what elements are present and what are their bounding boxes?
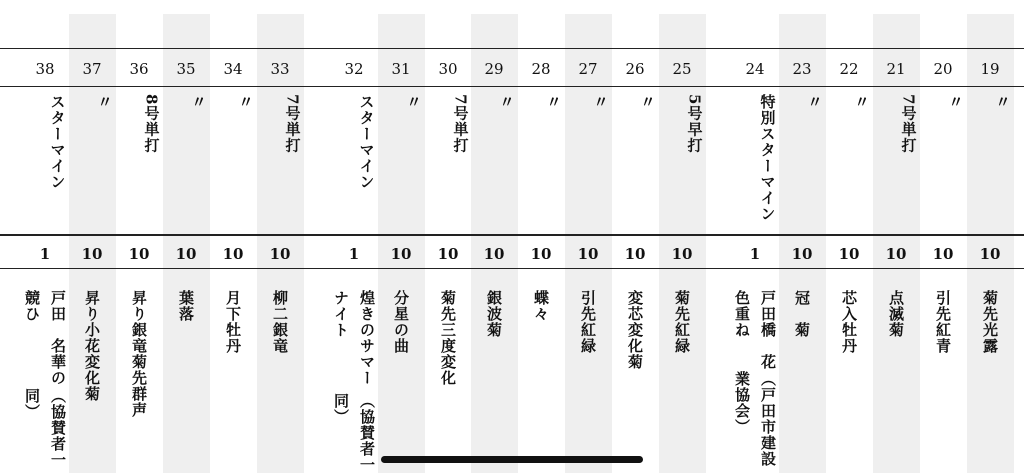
shell-type: 〃 (591, 94, 610, 110)
shell-type: 〃 (236, 94, 255, 110)
shell-type: 7号単打 (899, 94, 918, 154)
shell-type: 5号早打 (685, 94, 704, 154)
firework-name (930, 290, 956, 354)
program-number: 28 (531, 60, 551, 78)
firework-name-line: 昇り銀竜菊先群声 (130, 290, 148, 418)
program-number: 36 (129, 60, 149, 78)
firework-name (220, 290, 246, 354)
firework-name-line: 昇り小花変化菊 (83, 290, 101, 402)
firework-name-line: 菊先光露 (981, 290, 999, 354)
shell-count: 10 (437, 245, 459, 263)
firework-name-line: 戸田 名華の競ひ (23, 290, 67, 386)
shell-count: 10 (838, 245, 860, 263)
firework-name (575, 290, 601, 354)
firework-name-line: 煌きのサマーナイト (332, 290, 376, 386)
count-rule (0, 268, 1024, 269)
firework-name (789, 290, 815, 338)
firework-name-line: 菊先三度変化 (439, 290, 457, 386)
shell-count: 10 (81, 245, 103, 263)
shell-count: 10 (979, 245, 1001, 263)
shell-type: 〃 (544, 94, 563, 110)
firework-name-line: 蝶々 (532, 290, 550, 322)
program-number: 35 (176, 60, 196, 78)
firework-name-line: 点滅菊 (887, 290, 905, 338)
program-number: 24 (745, 60, 765, 78)
program-number: 20 (933, 60, 953, 78)
firework-name (388, 290, 414, 354)
program-number: 38 (35, 60, 55, 78)
program-number: 34 (223, 60, 243, 78)
sponsor-line: （協賛者一同） (332, 392, 376, 473)
firework-name-line: 分星の曲 (392, 290, 410, 354)
shell-type: 〃 (189, 94, 208, 110)
shell-type: 〃 (638, 94, 657, 110)
shell-count: 10 (577, 245, 599, 263)
firework-name (622, 290, 648, 370)
firework-name (883, 290, 909, 338)
shell-type: 〃 (805, 94, 824, 110)
program-number: 21 (886, 60, 906, 78)
firework-name (19, 290, 71, 473)
shell-count: 10 (222, 245, 244, 263)
shell-type: スターマイン (48, 94, 67, 190)
firework-name-line: 冠 菊 (793, 290, 811, 338)
shell-type: スターマイン (357, 94, 376, 190)
firework-name (977, 290, 1003, 354)
firework-name-line: 菊先紅緑 (673, 290, 691, 354)
firework-name (669, 290, 695, 354)
firework-name-line: 引先紅青 (934, 290, 952, 354)
shell-count: 10 (175, 245, 197, 263)
firework-name-line: 引先紅緑 (579, 290, 597, 354)
shell-count: 10 (932, 245, 954, 263)
shell-type: 〃 (497, 94, 516, 110)
firework-name-line: 月下牡丹 (224, 290, 242, 354)
shell-count: 10 (791, 245, 813, 263)
shell-type: 〃 (852, 94, 871, 110)
program-number: 27 (578, 60, 598, 78)
shell-count: 1 (348, 245, 360, 263)
shell-type: 7号単打 (283, 94, 302, 154)
program-number: 37 (82, 60, 102, 78)
top-rule (0, 48, 1024, 49)
firework-name-line: 柳二銀竜 (271, 290, 289, 354)
program-number: 26 (625, 60, 645, 78)
program-number: 30 (438, 60, 458, 78)
shell-count: 10 (269, 245, 291, 263)
firework-name (435, 290, 461, 386)
program-number: 33 (270, 60, 290, 78)
home-indicator[interactable] (381, 456, 643, 463)
firework-name (528, 290, 554, 322)
shell-count: 10 (624, 245, 646, 263)
firework-name (126, 290, 152, 418)
shell-count: 10 (530, 245, 552, 263)
shell-type: 7号単打 (451, 94, 470, 154)
firework-name-line: 銀波菊 (485, 290, 503, 338)
firework-name-line: 変芯変化菊 (626, 290, 644, 370)
sponsor-line: （協賛者一同） (23, 387, 67, 468)
firework-name (481, 290, 507, 338)
firework-name-line: 葉落 (177, 290, 195, 322)
shell-count: 10 (671, 245, 693, 263)
program-number: 23 (792, 60, 812, 78)
firework-name-line: 戸田橋 花色重ね (733, 290, 777, 370)
number-rule (0, 86, 1024, 87)
shell-count: 10 (483, 245, 505, 263)
program-number: 32 (344, 60, 364, 78)
program-number: 22 (839, 60, 859, 78)
firework-name (729, 290, 781, 473)
type-rule (0, 234, 1024, 236)
sponsor-line: （戸田市建設業協会） (733, 371, 777, 468)
firework-name (267, 290, 293, 354)
program-number: 29 (484, 60, 504, 78)
shell-type: 〃 (946, 94, 965, 110)
shell-count: 10 (390, 245, 412, 263)
shell-count: 1 (39, 245, 51, 263)
firework-name (173, 290, 199, 322)
shell-type: 8号単打 (142, 94, 161, 154)
shell-type: 〃 (404, 94, 423, 110)
program-number: 25 (672, 60, 692, 78)
firework-name (328, 290, 380, 473)
firework-name (836, 290, 862, 354)
shell-type: 〃 (95, 94, 114, 110)
shell-count: 10 (885, 245, 907, 263)
firework-name (79, 290, 105, 402)
program-number: 31 (391, 60, 411, 78)
shell-type: 〃 (993, 94, 1012, 110)
shell-count: 10 (128, 245, 150, 263)
program-number: 19 (980, 60, 1000, 78)
firework-name-line: 芯入牡丹 (840, 290, 858, 354)
shell-type: 特別スターマイン (758, 94, 777, 222)
shell-count: 1 (749, 245, 761, 263)
